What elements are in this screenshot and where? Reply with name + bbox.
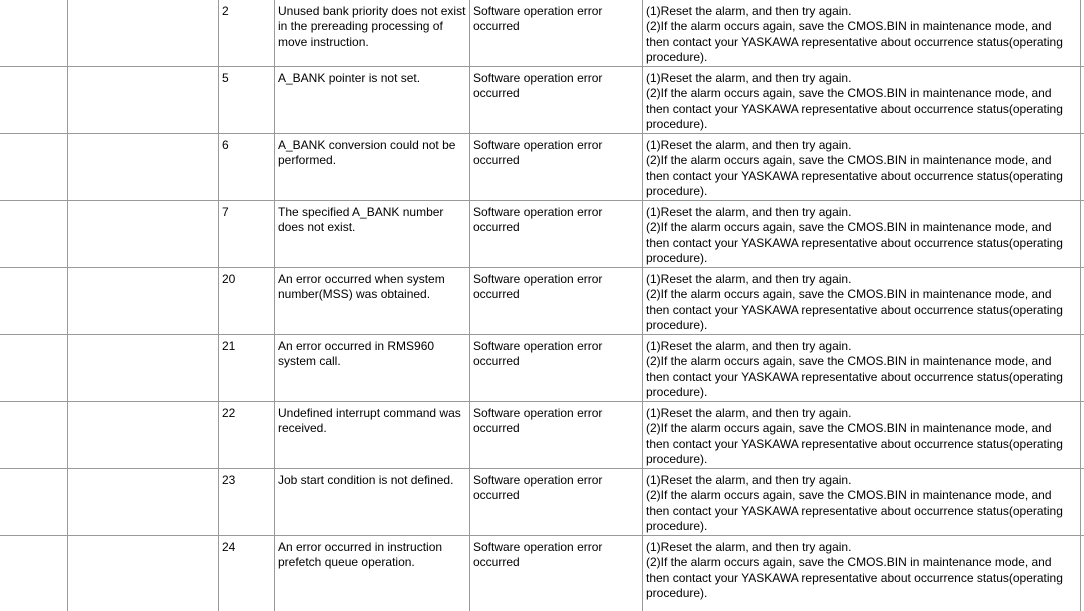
sub-code-cell: 5 <box>222 71 229 85</box>
type-cell: Software operation error occurred <box>473 272 606 302</box>
remedy-cell <box>646 339 1076 400</box>
remedy-cell <box>646 4 1076 65</box>
remedy-step-2: (2)If the alarm occurs again, save the CMOS.BIN in maintenance mode, and then contact your YASKAWA representative about occurrence status(operating procedure). <box>646 220 1067 265</box>
sub-code-cell: 2 <box>222 4 229 18</box>
remedy-cell <box>646 272 1076 333</box>
type-cell: Software operation error occurred <box>473 4 606 34</box>
remedy-step-1: (1)Reset the alarm, and then try again. <box>646 473 852 487</box>
cause-cell: Undefined interrupt command was received. <box>278 406 465 436</box>
remedy-step-1: (1)Reset the alarm, and then try again. <box>646 138 852 152</box>
remedy-step-1: (1)Reset the alarm, and then try again. <box>646 71 852 85</box>
remedy-cell <box>646 71 1076 132</box>
remedy-step-1: (1)Reset the alarm, and then try again. <box>646 540 852 554</box>
remedy-step-1: (1)Reset the alarm, and then try again. <box>646 205 852 219</box>
remedy-step-2: (2)If the alarm occurs again, save the CMOS.BIN in maintenance mode, and then contact your YASKAWA representative about occurrence status(operating procedure). <box>646 86 1067 131</box>
table-row <box>0 469 1084 536</box>
sub-code-cell: 22 <box>222 406 236 420</box>
cause-cell: A_BANK pointer is not set. <box>278 71 421 85</box>
cause-cell: A_BANK conversion could not be performed. <box>278 138 459 168</box>
cause-cell: An error occurred in RMS960 system call. <box>278 339 438 369</box>
type-cell: Software operation error occurred <box>473 339 606 369</box>
remedy-step-1: (1)Reset the alarm, and then try again. <box>646 339 852 353</box>
type-cell: Software operation error occurred <box>473 406 606 436</box>
remedy-cell <box>646 406 1076 467</box>
cause-cell: An error occurred when system number(MSS) was obtained. <box>278 272 449 302</box>
type-cell: Software operation error occurred <box>473 540 606 570</box>
table-row <box>0 0 1084 67</box>
sub-code-cell: 20 <box>222 272 236 286</box>
remedy-cell <box>646 138 1076 199</box>
sub-code-cell: 21 <box>222 339 236 353</box>
sub-code-cell: 23 <box>222 473 236 487</box>
sub-code-cell: 6 <box>222 138 229 152</box>
remedy-step-1: (1)Reset the alarm, and then try again. <box>646 272 852 286</box>
remedy-step-2: (2)If the alarm occurs again, save the CMOS.BIN in maintenance mode, and then contact your YASKAWA representative about occurrence status(operating procedure). <box>646 19 1067 64</box>
remedy-step-2: (2)If the alarm occurs again, save the CMOS.BIN in maintenance mode, and then contact your YASKAWA representative about occurrence status(operating procedure). <box>646 153 1067 198</box>
remedy-step-2: (2)If the alarm occurs again, save the CMOS.BIN in maintenance mode, and then contact your YASKAWA representative about occurrence status(operating procedure). <box>646 421 1067 466</box>
remedy-step-2: (2)If the alarm occurs again, save the CMOS.BIN in maintenance mode, and then contact your YASKAWA representative about occurrence status(operating procedure). <box>646 488 1067 533</box>
cause-cell: An error occurred in instruction prefetch queue operation. <box>278 540 446 570</box>
type-cell: Software operation error occurred <box>473 205 606 235</box>
table-row <box>0 134 1084 201</box>
cause-cell: The specified A_BANK number does not exist. <box>278 205 447 235</box>
table-row <box>0 201 1084 268</box>
type-cell: Software operation error occurred <box>473 71 606 101</box>
sub-code-cell: 7 <box>222 205 229 219</box>
remedy-step-2: (2)If the alarm occurs again, save the CMOS.BIN in maintenance mode, and then contact your YASKAWA representative about occurrence status(operating procedure). <box>646 287 1067 332</box>
type-cell: Software operation error occurred <box>473 473 606 503</box>
table-row <box>0 268 1084 335</box>
remedy-step-2: (2)If the alarm occurs again, save the CMOS.BIN in maintenance mode, and then contact your YASKAWA representative about occurrence status(operating procedure). <box>646 354 1067 399</box>
cause-cell: Unused bank priority does not exist in the prereading processing of move instruction. <box>278 4 469 49</box>
remedy-step-2: (2)If the alarm occurs again, save the CMOS.BIN in maintenance mode, and then contact your YASKAWA representative about occurrence status(operating procedure). <box>646 555 1067 600</box>
table-row <box>0 67 1084 134</box>
remedy-step-1: (1)Reset the alarm, and then try again. <box>646 406 852 420</box>
remedy-cell <box>646 205 1076 266</box>
remedy-cell <box>646 540 1076 601</box>
cause-cell: Job start condition is not defined. <box>278 473 454 487</box>
sub-code-cell: 24 <box>222 540 236 554</box>
type-cell: Software operation error occurred <box>473 138 606 168</box>
table-row <box>0 335 1084 402</box>
remedy-step-1: (1)Reset the alarm, and then try again. <box>646 4 852 18</box>
table-row <box>0 536 1084 603</box>
remedy-cell <box>646 473 1076 534</box>
table-row <box>0 402 1084 469</box>
